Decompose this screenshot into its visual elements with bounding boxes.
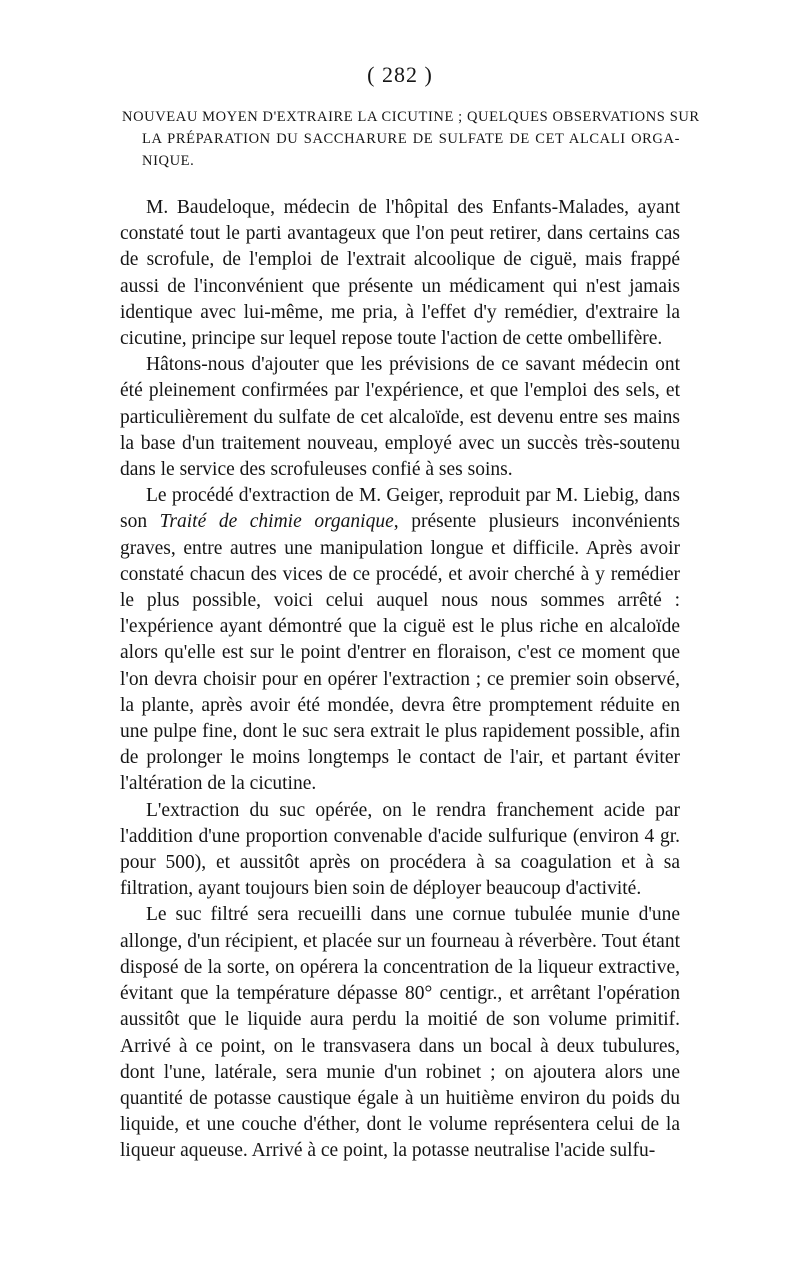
cited-work-title: Traité de chimie organique [159, 511, 394, 533]
paragraph-2: Hâtons-nous d'ajouter que les prévisions de ce savant médecin ont été pleinement confirmées par l'expérience, et que l'emploi des sels, et particulièrement du sulfate de cet alcaloïde, est devenu entre ses mains la base d'un traitement nouveau, employé avec un succès très-soutenu dans le service des scrofuleuses confié à ses soins. [120, 354, 680, 481]
paragraph-5: Le suc filtré sera recueilli dans une cornue tubulée munie d'une allonge, d'un récipient, et placée sur un fourneau à réverbère. Tout étant disposé de la sorte, on opérera la concentration de la liqueur extractive, évitant que la température dépasse 80° centigr., et arrêtant l'opération aussitôt que le liquide aura perdu la moitié de son volume primitif. Arrivé à ce point, on le transvasera dans un bocal à deux tubulures, dont l'une, latérale, sera munie d'un robinet ; on ajoutera alors une quantité de potasse caustique égale à un huitième environ du poids du liquide, et une couche d'éther, dont le volume représentera celui de la liqueur aqueuse. Arrivé à ce point, la potasse neutralise l'acide sulfu- [120, 904, 680, 1162]
paragraph-1: M. Baudeloque, médecin de l'hôpital des Enfants-Malades, ayant constaté tout le parti avantageux que l'on peut retirer, dans certains cas de scrofule, de l'emploi de l'extrait alcoolique de ciguë, mais frappé aussi de l'inconvénient que présente un médicament qui n'est jamais identique avec lui-même, me pria, à l'effet d'y remédier, d'extraire la cicutine, principe sur lequel repose toute l'action de cette ombellifère. [120, 197, 680, 350]
article-title-line-3: NIQUE. [142, 153, 195, 169]
article-title-line-1: NOUVEAU MOYEN D'EXTRAIRE LA CICUTINE ; QUELQUES OBSERVATIONS SUR [122, 109, 700, 125]
paragraph-3-text-after: , présente plusieurs inconvénients graves, entre autres une manipulation longue et difficile. Après avoir constaté chacun des vices de ce procédé, et avoir cherché à y remédier le plus possible, voici celui auquel nous nous sommes arrêté : l'expérience ayant démontré que la ciguë est le plus riche en alcaloïde alors qu'elle est sur le point d'entrer en floraison, c'est ce moment que l'on devra choisir pour en opérer l'extraction ; ce premier soin observé, la plante, après avoir été mondée, devra être promptement réduite en une pulpe fine, dont le suc sera extrait le plus rapidement possible, afin de prolonger le moins longtemps le contact de l'air, et partant éviter l'altération de la cicutine. [120, 511, 681, 795]
page-number: ( 282 ) [367, 62, 433, 87]
article-title [122, 106, 700, 172]
paragraph-3-text-before: Le procédé d'extraction de M. Geiger, reproduit par M. Liebig, dans son [120, 485, 680, 533]
article-body [120, 195, 680, 1165]
paragraph-4: L'extraction du suc opérée, on le rendra franchement acide par l'addition d'une proportion convenable d'acide sulfurique (environ 4 gr. pour 500), et aussitôt après on procédera à sa coagulation et à sa filtration, ayant toujours bien soin de déployer beaucoup d'activité. [120, 799, 680, 900]
paragraph-3 [120, 483, 680, 797]
article-title-line-2: LA PRÉPARATION DU SACCHARURE DE SULFATE DE CET ALCALI ORGA- [142, 131, 680, 147]
